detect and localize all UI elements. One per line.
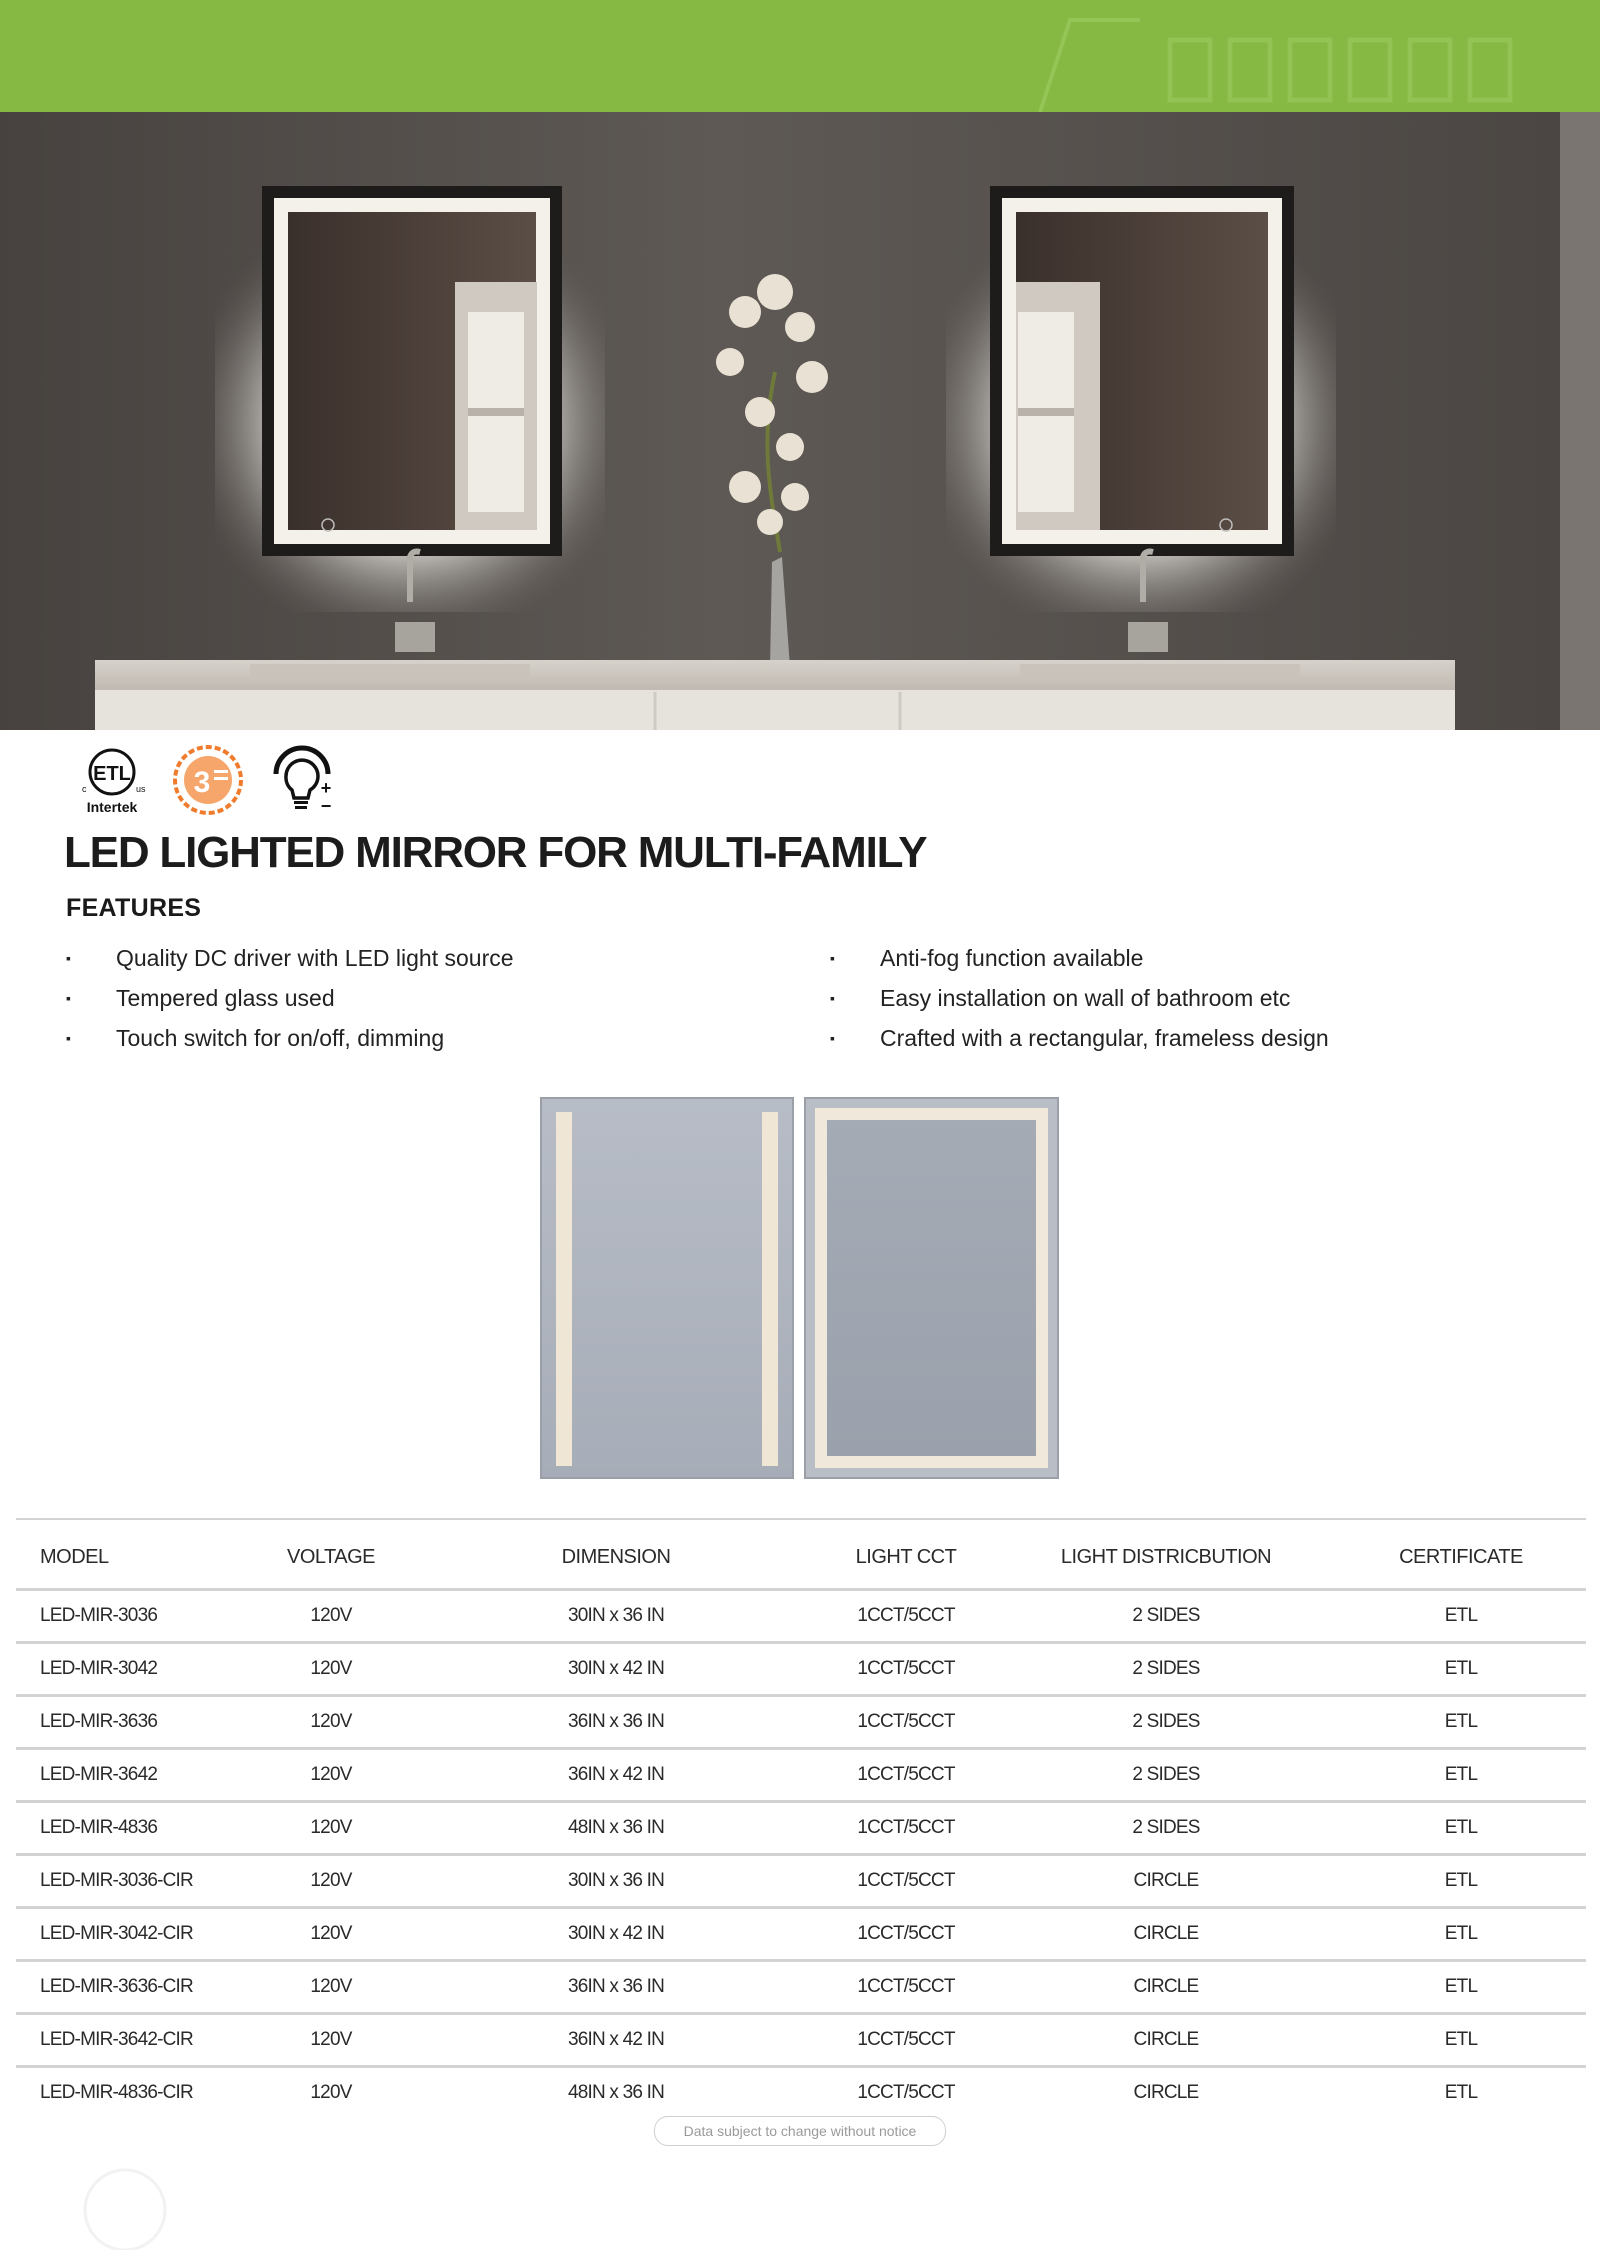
feature-item: ▪ Crafted with a rectangular, frameless design bbox=[830, 1018, 1329, 1058]
cell-light-distribution: 2 SIDES bbox=[996, 1643, 1336, 1696]
faint-brand-watermark bbox=[1000, 0, 1560, 112]
cell-light-cct: 1CCT/5CCT bbox=[816, 1908, 996, 1961]
column-header-light-distribution: LIGHT DISTRICBUTION bbox=[996, 1519, 1336, 1590]
cell-dimension: 30IN x 42 IN bbox=[416, 1643, 816, 1696]
svg-text:ETL: ETL bbox=[93, 763, 131, 785]
table-row bbox=[16, 1643, 1586, 1696]
feature-item: ▪ Quality DC driver with LED light source bbox=[66, 938, 514, 978]
svg-text:3: 3 bbox=[193, 766, 211, 799]
cell-light-distribution: 2 SIDES bbox=[996, 1749, 1336, 1802]
cell-certificate: ETL bbox=[1336, 1643, 1586, 1696]
cell-voltage: 120V bbox=[246, 1908, 416, 1961]
cell-light-cct: 1CCT/5CCT bbox=[857, 2082, 955, 2103]
cell-voltage: 120V bbox=[246, 1643, 416, 1696]
features-list-left bbox=[66, 938, 514, 1058]
column-header-voltage: VOLTAGE bbox=[246, 1519, 416, 1590]
cell-voltage: 120V bbox=[310, 2082, 352, 2103]
cell-certificate: ETL bbox=[1336, 1855, 1586, 1908]
svg-text:us: us bbox=[136, 784, 146, 794]
cell-light-distribution: 2 SIDES bbox=[996, 1802, 1336, 1855]
cell-certificate: ETL bbox=[1336, 1961, 1586, 2014]
cell-model: LED-MIR-3036-CIR bbox=[16, 1855, 246, 1908]
circle-mirror-icon bbox=[805, 1098, 1058, 1478]
table-row bbox=[16, 1802, 1586, 1855]
cell-light-distribution: CIRCLE bbox=[996, 2014, 1336, 2067]
cell-dimension: 30IN x 42 IN bbox=[416, 1908, 816, 1961]
table-header-row bbox=[16, 1519, 1586, 1590]
cell-certificate: ETL bbox=[1336, 1908, 1586, 1961]
feature-item: ▪ Touch switch for on/off, dimming bbox=[66, 1018, 514, 1058]
cell-voltage: 120V bbox=[246, 1749, 416, 1802]
cell-light-cct: 1CCT/5CCT bbox=[816, 1696, 996, 1749]
cell-voltage: 120V bbox=[246, 1961, 416, 2014]
column-header-light-cct: LIGHT CCT bbox=[816, 1519, 996, 1590]
table-row bbox=[16, 2067, 1586, 2119]
table-row bbox=[16, 2014, 1586, 2067]
cell-light-distribution: CIRCLE bbox=[1133, 2082, 1199, 2103]
table-row bbox=[16, 1590, 1586, 1643]
cell-dimension: 48IN x 36 IN bbox=[416, 1802, 816, 1855]
cell-light-distribution: CIRCLE bbox=[996, 1855, 1336, 1908]
cell-dimension: 36IN x 36 IN bbox=[416, 1696, 816, 1749]
feature-item: ▪ Anti-fog function available bbox=[830, 938, 1329, 978]
cell-model: LED-MIR-3642 bbox=[16, 1749, 246, 1802]
cell-voltage: 120V bbox=[246, 2014, 416, 2067]
column-header-model: MODEL bbox=[16, 1519, 246, 1590]
svg-text:c: c bbox=[82, 784, 87, 794]
feature-item: ▪ Easy installation on wall of bathroom etc bbox=[830, 978, 1329, 1018]
cell-light-distribution: CIRCLE bbox=[996, 1961, 1336, 2014]
table-row bbox=[16, 1855, 1586, 1908]
two-side-mirror-icon bbox=[541, 1098, 793, 1478]
cell-model: LED-MIR-3036 bbox=[16, 1590, 246, 1643]
cell-certificate: ETL bbox=[1336, 1590, 1586, 1643]
cell-model: LED-MIR-3042-CIR bbox=[16, 1908, 246, 1961]
table-row bbox=[16, 1696, 1586, 1749]
table-row bbox=[16, 1908, 1586, 1961]
cell-dimension: 48IN x 36 IN bbox=[567, 2082, 664, 2103]
cell-certificate: ETL bbox=[1336, 2014, 1586, 2067]
product-images bbox=[540, 1096, 1060, 1480]
etl-intertek-icon bbox=[76, 742, 152, 818]
cell-dimension: 36IN x 42 IN bbox=[416, 2014, 816, 2067]
page-title: LED LIGHTED MIRROR FOR MULTI-FAMILY bbox=[64, 828, 927, 877]
cell-model: LED-MIR-3642-CIR bbox=[16, 2014, 246, 2067]
column-header-dimension: DIMENSION bbox=[416, 1519, 816, 1590]
cell-dimension: 30IN x 36 IN bbox=[416, 1855, 816, 1908]
cell-certificate: ETL bbox=[1444, 2082, 1478, 2103]
cell-voltage: 120V bbox=[246, 1590, 416, 1643]
header-band bbox=[0, 0, 1600, 112]
cell-voltage: 120V bbox=[246, 1855, 416, 1908]
cell-dimension: 36IN x 42 IN bbox=[416, 1749, 816, 1802]
certification-icons bbox=[76, 742, 340, 818]
cell-model: LED-MIR-3636 bbox=[16, 1696, 246, 1749]
cell-light-distribution: 2 SIDES bbox=[996, 1696, 1336, 1749]
dimmable-bulb-icon bbox=[264, 742, 340, 818]
column-header-certificate: CERTIFICATE bbox=[1336, 1519, 1586, 1590]
spec-table bbox=[16, 1518, 1586, 2118]
cell-voltage: 120V bbox=[246, 1802, 416, 1855]
features-list-right bbox=[830, 938, 1329, 1058]
cell-certificate: ETL bbox=[1336, 1802, 1586, 1855]
cell-light-distribution: 2 SIDES bbox=[996, 1590, 1336, 1643]
svg-text:−: − bbox=[320, 796, 332, 816]
svg-text:Intertek: Intertek bbox=[86, 799, 138, 815]
warranty-3-year-icon bbox=[170, 742, 246, 818]
feature-item: ▪ Tempered glass used bbox=[66, 978, 514, 1018]
cell-model: LED-MIR-3636-CIR bbox=[16, 1961, 246, 2014]
cell-certificate: ETL bbox=[1336, 1696, 1586, 1749]
table-row bbox=[16, 1961, 1586, 2014]
cell-light-distribution: CIRCLE bbox=[996, 1908, 1336, 1961]
cell-model: LED-MIR-4836-CIR bbox=[40, 2082, 193, 2103]
table-row bbox=[16, 1749, 1586, 1802]
cell-light-cct: 1CCT/5CCT bbox=[816, 1802, 996, 1855]
faint-logo-watermark bbox=[70, 2160, 190, 2250]
hero-image bbox=[0, 112, 1600, 730]
cell-model: LED-MIR-4836 bbox=[16, 1802, 246, 1855]
cell-certificate: ETL bbox=[1336, 1749, 1586, 1802]
cell-light-cct: 1CCT/5CCT bbox=[816, 1961, 996, 2014]
cell-light-cct: 1CCT/5CCT bbox=[816, 1855, 996, 1908]
disclaimer-note: Data subject to change without notice bbox=[654, 2116, 946, 2146]
svg-text:+: + bbox=[320, 778, 332, 798]
cell-model: LED-MIR-3042 bbox=[16, 1643, 246, 1696]
cell-light-cct: 1CCT/5CCT bbox=[816, 1590, 996, 1643]
cell-voltage: 120V bbox=[246, 1696, 416, 1749]
cell-dimension: 36IN x 36 IN bbox=[416, 1961, 816, 2014]
features-heading: FEATURES bbox=[66, 894, 202, 922]
cell-light-cct: 1CCT/5CCT bbox=[816, 2014, 996, 2067]
cell-light-cct: 1CCT/5CCT bbox=[816, 1643, 996, 1696]
cell-dimension: 30IN x 36 IN bbox=[416, 1590, 816, 1643]
cell-light-cct: 1CCT/5CCT bbox=[816, 1749, 996, 1802]
